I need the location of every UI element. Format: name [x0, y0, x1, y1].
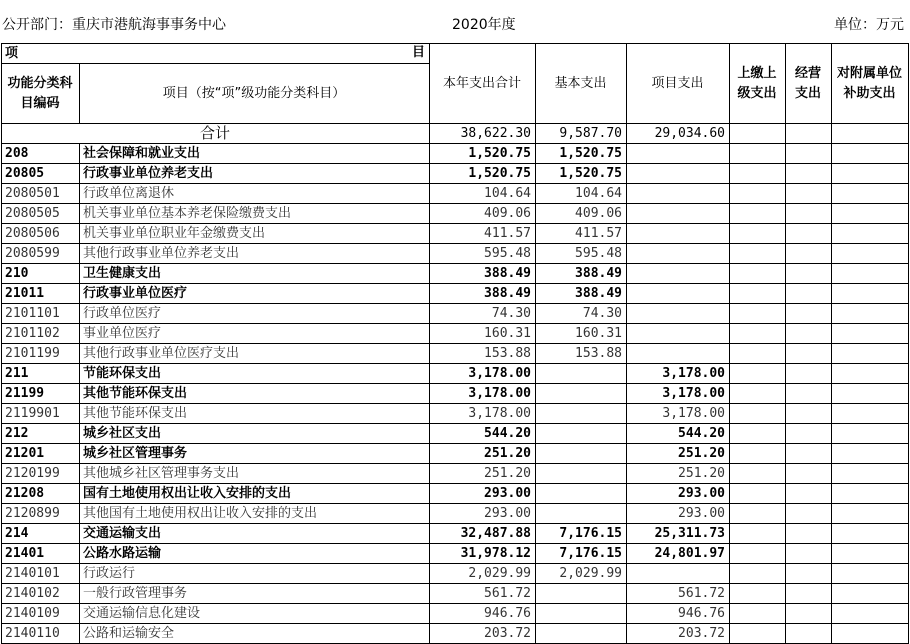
- col-header-name: 项目（按“项”级功能分类科目）: [80, 64, 430, 124]
- code-cell: 2140109: [2, 604, 80, 624]
- upper-cell: [730, 524, 786, 544]
- project-cell: 293.00: [627, 484, 730, 504]
- code-cell: 21208: [2, 484, 80, 504]
- code-cell: 208: [2, 144, 80, 164]
- total-cell: 1,520.75: [430, 164, 536, 184]
- subsidy-cell: [832, 584, 909, 604]
- item-name-cell: 一般行政管理事务: [80, 584, 430, 604]
- business-cell: [786, 444, 832, 464]
- code-cell: 211: [2, 364, 80, 384]
- project-cell: [627, 324, 730, 344]
- code-cell: 2080501: [2, 184, 80, 204]
- basic-cell: [536, 384, 627, 404]
- basic-cell: 153.88: [536, 344, 627, 364]
- upper-cell: [730, 284, 786, 304]
- upper-cell: [730, 244, 786, 264]
- table-row: [2, 444, 909, 464]
- item-name-cell: 城乡社区支出: [80, 424, 430, 444]
- total-cell: 388.49: [430, 264, 536, 284]
- subsidy-cell: [832, 504, 909, 524]
- upper-cell: [730, 364, 786, 384]
- project-cell: [627, 244, 730, 264]
- total-cell: 3,178.00: [430, 384, 536, 404]
- upper-cell: [730, 224, 786, 244]
- upper-cell: [730, 444, 786, 464]
- business-cell: [786, 524, 832, 544]
- business-cell: [786, 484, 832, 504]
- table-row: [2, 564, 909, 584]
- header-row-group: [2, 44, 909, 64]
- upper-cell: [730, 544, 786, 564]
- project-cell: 251.20: [627, 444, 730, 464]
- basic-cell: [536, 484, 627, 504]
- basic-cell: [536, 584, 627, 604]
- group-label-right: 目: [412, 45, 426, 60]
- item-name-cell: 事业单位医疗: [80, 324, 430, 344]
- subsidy-cell: [832, 604, 909, 624]
- item-name-cell: 行政运行: [80, 564, 430, 584]
- table-row: [2, 364, 909, 384]
- table-row: [2, 264, 909, 284]
- table-row: [2, 584, 909, 604]
- upper-cell: [730, 504, 786, 524]
- report-header: [0, 0, 910, 40]
- department-label: 公开部门：重庆市港航海事事务中心: [2, 17, 226, 33]
- subsidy-cell: [832, 564, 909, 584]
- code-cell: 2080506: [2, 224, 80, 244]
- business-cell: [786, 304, 832, 324]
- code-cell: 2120899: [2, 504, 80, 524]
- upper-cell: [730, 384, 786, 404]
- unit-label: 单位：万元: [834, 17, 904, 33]
- business-cell: [786, 584, 832, 604]
- code-cell: 20805: [2, 164, 80, 184]
- item-name-cell: 其他节能环保支出: [80, 404, 430, 424]
- basic-cell: [536, 504, 627, 524]
- item-name-cell: 机关事业单位职业年金缴费支出: [80, 224, 430, 244]
- total-cell: 153.88: [430, 344, 536, 364]
- basic-cell: 409.06: [536, 204, 627, 224]
- subsidy-cell: [832, 244, 909, 264]
- code-cell: 2119901: [2, 404, 80, 424]
- item-name-cell: 行政单位离退休: [80, 184, 430, 204]
- table-row: [2, 344, 909, 364]
- upper-cell: [730, 184, 786, 204]
- subsidy-cell: [832, 364, 909, 384]
- table-row: [2, 464, 909, 484]
- col-header-code: 功能分类科目编码: [2, 64, 80, 124]
- item-name-cell: 其他行政事业单位医疗支出: [80, 344, 430, 364]
- basic-cell: 7,176.15: [536, 524, 627, 544]
- subsidy-cell: [832, 344, 909, 364]
- project-cell: 251.20: [627, 464, 730, 484]
- item-name-cell: 公路和运输安全: [80, 624, 430, 644]
- code-cell: 21401: [2, 544, 80, 564]
- business-cell: [786, 604, 832, 624]
- business-cell: [786, 144, 832, 164]
- col-header-project: 项目支出: [627, 44, 730, 124]
- subsidy-cell: [832, 484, 909, 504]
- subsidy-cell: [832, 444, 909, 464]
- project-cell: [627, 264, 730, 284]
- subsidy-cell: [832, 464, 909, 484]
- code-cell: 2101102: [2, 324, 80, 344]
- business-cell: [786, 184, 832, 204]
- table-row: [2, 544, 909, 564]
- col-header-total: 本年支出合计: [430, 44, 536, 124]
- basic-cell: 7,176.15: [536, 544, 627, 564]
- total-label: 合计: [2, 124, 430, 144]
- total-cell: 38,622.30: [430, 124, 536, 144]
- project-cell: [627, 184, 730, 204]
- upper-cell: [730, 484, 786, 504]
- project-cell: 3,178.00: [627, 384, 730, 404]
- item-name-cell: 行政单位医疗: [80, 304, 430, 324]
- project-cell: 25,311.73: [627, 524, 730, 544]
- upper-cell: [730, 124, 786, 144]
- business-cell: [786, 384, 832, 404]
- project-cell: 29,034.60: [627, 124, 730, 144]
- total-cell: 3,178.00: [430, 404, 536, 424]
- table-row: [2, 244, 909, 264]
- upper-cell: [730, 144, 786, 164]
- business-cell: [786, 264, 832, 284]
- table-row: [2, 204, 909, 224]
- code-cell: 2140110: [2, 624, 80, 644]
- upper-cell: [730, 404, 786, 424]
- total-cell: 104.64: [430, 184, 536, 204]
- business-cell: [786, 424, 832, 444]
- table-row: [2, 404, 909, 424]
- table-row: [2, 524, 909, 544]
- code-cell: 2140102: [2, 584, 80, 604]
- subsidy-cell: [832, 544, 909, 564]
- total-cell: 160.31: [430, 324, 536, 344]
- upper-cell: [730, 604, 786, 624]
- business-cell: [786, 224, 832, 244]
- upper-cell: [730, 584, 786, 604]
- upper-cell: [730, 424, 786, 444]
- table-row: [2, 504, 909, 524]
- total-cell: 946.76: [430, 604, 536, 624]
- project-cell: [627, 304, 730, 324]
- total-row: [2, 124, 909, 144]
- basic-cell: 411.57: [536, 224, 627, 244]
- table-row: [2, 324, 909, 344]
- total-cell: 293.00: [430, 484, 536, 504]
- total-cell: 31,978.12: [430, 544, 536, 564]
- subsidy-cell: [832, 184, 909, 204]
- basic-cell: [536, 444, 627, 464]
- subsidy-cell: [832, 264, 909, 284]
- total-cell: 74.30: [430, 304, 536, 324]
- project-cell: 293.00: [627, 504, 730, 524]
- business-cell: [786, 204, 832, 224]
- total-cell: 409.06: [430, 204, 536, 224]
- table-row: [2, 224, 909, 244]
- project-cell: [627, 344, 730, 364]
- upper-cell: [730, 564, 786, 584]
- project-cell: 3,178.00: [627, 364, 730, 384]
- item-name-cell: 交通运输支出: [80, 524, 430, 544]
- upper-cell: [730, 344, 786, 364]
- item-name-cell: 机关事业单位基本养老保险缴费支出: [80, 204, 430, 224]
- table-row: [2, 144, 909, 164]
- subsidy-cell: [832, 224, 909, 244]
- total-cell: 2,029.99: [430, 564, 536, 584]
- upper-cell: [730, 464, 786, 484]
- subsidy-cell: [832, 204, 909, 224]
- business-cell: [786, 124, 832, 144]
- business-cell: [786, 344, 832, 364]
- total-cell: 388.49: [430, 284, 536, 304]
- code-cell: 212: [2, 424, 80, 444]
- business-cell: [786, 284, 832, 304]
- basic-cell: [536, 364, 627, 384]
- basic-cell: 1,520.75: [536, 144, 627, 164]
- table-row: [2, 284, 909, 304]
- total-cell: 561.72: [430, 584, 536, 604]
- col-header-business: 经营支出: [786, 44, 832, 124]
- code-cell: 2101199: [2, 344, 80, 364]
- subsidy-cell: [832, 304, 909, 324]
- basic-cell: 74.30: [536, 304, 627, 324]
- table-row: [2, 484, 909, 504]
- basic-cell: 1,520.75: [536, 164, 627, 184]
- project-cell: 946.76: [627, 604, 730, 624]
- item-name-cell: 卫生健康支出: [80, 264, 430, 284]
- basic-cell: [536, 464, 627, 484]
- project-cell: [627, 284, 730, 304]
- project-cell: 561.72: [627, 584, 730, 604]
- project-cell: [627, 144, 730, 164]
- code-cell: 2140101: [2, 564, 80, 584]
- business-cell: [786, 504, 832, 524]
- table-row: [2, 184, 909, 204]
- table-row: [2, 304, 909, 324]
- fiscal-year-label: 2020年度: [452, 17, 516, 33]
- item-name-cell: 公路水路运输: [80, 544, 430, 564]
- code-cell: 21011: [2, 284, 80, 304]
- upper-cell: [730, 164, 786, 184]
- basic-cell: [536, 604, 627, 624]
- business-cell: [786, 324, 832, 344]
- code-cell: 214: [2, 524, 80, 544]
- subsidy-cell: [832, 164, 909, 184]
- subsidy-cell: [832, 144, 909, 164]
- project-cell: 203.72: [627, 624, 730, 644]
- subsidy-cell: [832, 124, 909, 144]
- item-name-cell: 节能环保支出: [80, 364, 430, 384]
- code-cell: 210: [2, 264, 80, 284]
- code-cell: 21199: [2, 384, 80, 404]
- item-name-cell: 其他城乡社区管理事务支出: [80, 464, 430, 484]
- upper-cell: [730, 304, 786, 324]
- subsidy-cell: [832, 384, 909, 404]
- item-name-cell: 其他节能环保支出: [80, 384, 430, 404]
- basic-cell: [536, 424, 627, 444]
- code-cell: 2080505: [2, 204, 80, 224]
- item-name-cell: 社会保障和就业支出: [80, 144, 430, 164]
- subsidy-cell: [832, 284, 909, 304]
- col-header-subsidy: 对附属单位补助支出: [832, 44, 909, 124]
- group-header-cell: [2, 44, 430, 64]
- project-cell: [627, 204, 730, 224]
- table-row: [2, 424, 909, 444]
- total-cell: 203.72: [430, 624, 536, 644]
- upper-cell: [730, 324, 786, 344]
- total-cell: 251.20: [430, 444, 536, 464]
- basic-cell: 2,029.99: [536, 564, 627, 584]
- total-cell: 3,178.00: [430, 364, 536, 384]
- item-name-cell: 行政事业单位医疗: [80, 284, 430, 304]
- item-name-cell: 城乡社区管理事务: [80, 444, 430, 464]
- group-label-left: 项: [5, 46, 19, 61]
- subsidy-cell: [832, 424, 909, 444]
- basic-cell: 160.31: [536, 324, 627, 344]
- basic-cell: 9,587.70: [536, 124, 627, 144]
- code-cell: 2101101: [2, 304, 80, 324]
- total-cell: 595.48: [430, 244, 536, 264]
- total-cell: 544.20: [430, 424, 536, 444]
- business-cell: [786, 464, 832, 484]
- project-cell: [627, 564, 730, 584]
- business-cell: [786, 244, 832, 264]
- code-cell: 21201: [2, 444, 80, 464]
- project-cell: 3,178.00: [627, 404, 730, 424]
- total-cell: 1,520.75: [430, 144, 536, 164]
- project-cell: [627, 224, 730, 244]
- table-row: [2, 384, 909, 404]
- project-cell: [627, 164, 730, 184]
- col-header-basic: 基本支出: [536, 44, 627, 124]
- project-cell: 24,801.97: [627, 544, 730, 564]
- basic-cell: 104.64: [536, 184, 627, 204]
- basic-cell: 388.49: [536, 284, 627, 304]
- business-cell: [786, 544, 832, 564]
- code-cell: 2080599: [2, 244, 80, 264]
- item-name-cell: 其他国有土地使用权出让收入安排的支出: [80, 504, 430, 524]
- upper-cell: [730, 204, 786, 224]
- basic-cell: 388.49: [536, 264, 627, 284]
- total-cell: 251.20: [430, 464, 536, 484]
- item-name-cell: 国有土地使用权出让收入安排的支出: [80, 484, 430, 504]
- business-cell: [786, 164, 832, 184]
- business-cell: [786, 404, 832, 424]
- item-name-cell: 交通运输信息化建设: [80, 604, 430, 624]
- subsidy-cell: [832, 404, 909, 424]
- total-cell: 411.57: [430, 224, 536, 244]
- project-cell: 544.20: [627, 424, 730, 444]
- business-cell: [786, 364, 832, 384]
- total-cell: 293.00: [430, 504, 536, 524]
- table-row: [2, 164, 909, 184]
- item-name-cell: 其他行政事业单位养老支出: [80, 244, 430, 264]
- item-name-cell: 行政事业单位养老支出: [80, 164, 430, 184]
- table-row: [2, 604, 909, 624]
- basic-cell: [536, 404, 627, 424]
- expenditure-table: [1, 43, 909, 644]
- basic-cell: 595.48: [536, 244, 627, 264]
- col-header-upper: 上缴上级支出: [730, 44, 786, 124]
- subsidy-cell: [832, 524, 909, 544]
- upper-cell: [730, 264, 786, 284]
- code-cell: 2120199: [2, 464, 80, 484]
- business-cell: [786, 564, 832, 584]
- subsidy-cell: [832, 324, 909, 344]
- total-cell: 32,487.88: [430, 524, 536, 544]
